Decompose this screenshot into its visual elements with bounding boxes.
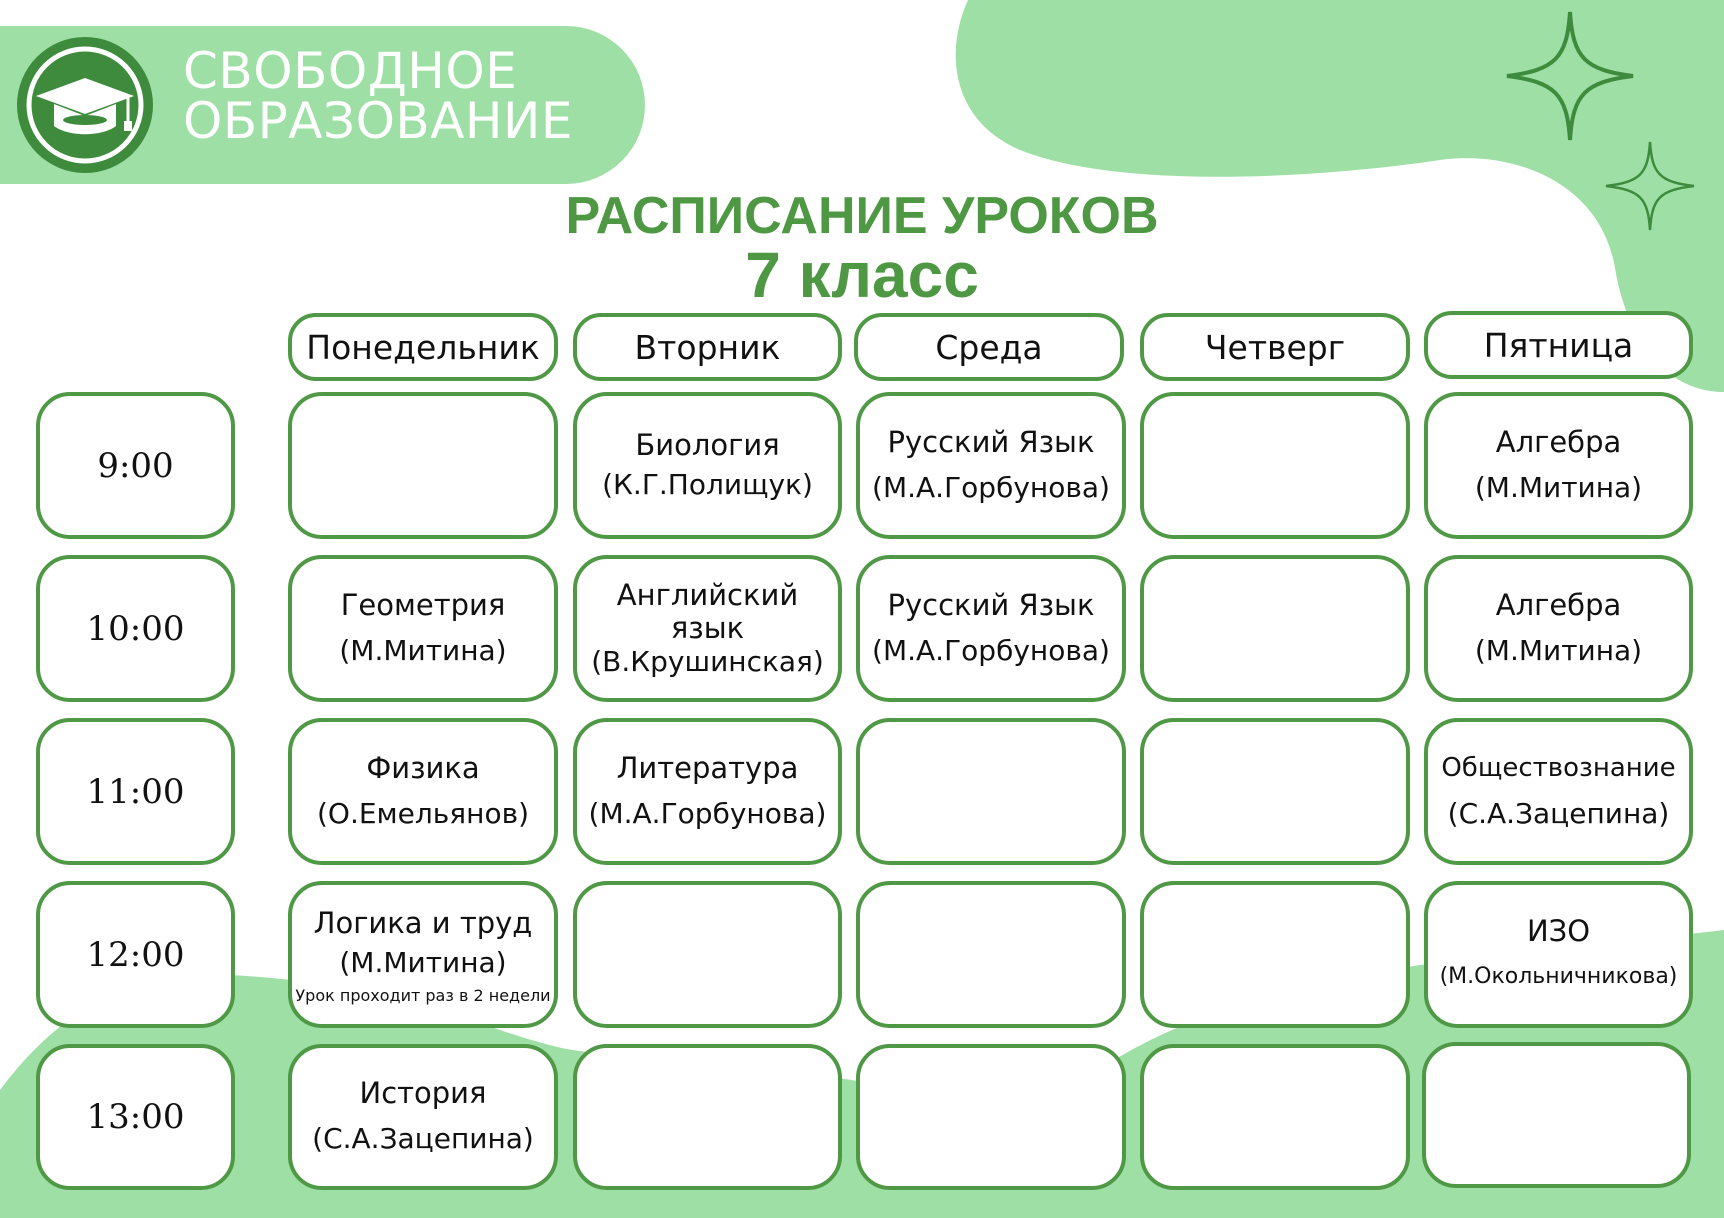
time-label: 10:00 — [86, 608, 185, 649]
time-label: 9:00 — [97, 445, 174, 486]
brand-name — [183, 42, 574, 150]
time-label: 13:00 — [86, 1097, 185, 1137]
time-slot-1000 — [36, 555, 235, 702]
lesson-subject: Логика и труд — [313, 905, 533, 940]
lesson-teacher: (М.А.Горбунова) — [872, 470, 1110, 504]
lesson-note: Урок проходит раз в 2 недели — [295, 985, 551, 1005]
lesson-cell-mon-1000 — [288, 555, 558, 702]
lesson-subject: Английский язык — [616, 577, 799, 645]
lesson-cell-mon-1300 — [288, 1044, 558, 1190]
day-label: Понедельник — [306, 327, 540, 367]
lesson-subject: История — [359, 1076, 487, 1110]
day-header-friday — [1424, 311, 1693, 379]
brand-name-line2: ОБРАЗОВАНИЕ — [183, 92, 574, 150]
lesson-cell-thu-0900 — [1140, 392, 1410, 539]
brand-banner — [0, 26, 645, 184]
lesson-teacher: (К.Г.Полищук) — [602, 467, 813, 501]
time-slot-1300 — [36, 1044, 235, 1190]
lesson-cell-fri-0900 — [1424, 392, 1693, 539]
lesson-cell-thu-1300 — [1140, 1044, 1410, 1190]
day-label: Четверг — [1204, 327, 1346, 367]
lesson-cell-tue-1200 — [573, 881, 842, 1028]
lesson-subject: Литература — [616, 750, 799, 785]
lesson-subject: Русский Язык — [887, 587, 1095, 622]
page-title: РАСПИСАНИЕ УРОКОВ — [565, 187, 1159, 245]
lesson-cell-wed-1100 — [856, 718, 1126, 865]
time-label: 12:00 — [86, 934, 185, 975]
lesson-subject: Биология — [635, 427, 780, 462]
lesson-cell-tue-1300 — [573, 1044, 842, 1190]
lesson-cell-tue-1100 — [573, 718, 842, 865]
lesson-subject: ИЗО — [1526, 913, 1591, 948]
lesson-teacher: (М.А.Горбунова) — [588, 796, 827, 830]
lesson-cell-fri-1300 — [1422, 1042, 1691, 1188]
lesson-teacher: (О.Емельянов) — [316, 796, 529, 830]
day-label: Пятница — [1483, 325, 1634, 365]
lesson-cell-mon-1100 — [288, 718, 558, 865]
lesson-cell-mon-0900 — [288, 392, 558, 539]
lesson-teacher: (М.Митина) — [339, 633, 507, 667]
lesson-cell-wed-1000 — [856, 555, 1126, 702]
graduation-cap-icon — [16, 36, 154, 174]
brand-name-line1: СВОБОДНОЕ — [183, 42, 518, 100]
day-header-thursday — [1140, 313, 1410, 381]
lesson-cell-wed-1200 — [856, 881, 1126, 1028]
lesson-subject: Алгебра — [1495, 424, 1622, 459]
time-label: 11:00 — [86, 771, 185, 812]
lesson-cell-fri-1200 — [1424, 881, 1693, 1028]
lesson-teacher: (М.Окольничникова) — [1439, 963, 1678, 989]
day-header-wednesday — [854, 313, 1124, 381]
lesson-cell-tue-1000 — [573, 555, 842, 702]
lesson-subject: Русский Язык — [887, 424, 1095, 459]
lesson-cell-tue-0900 — [573, 392, 842, 539]
time-slot-1100 — [36, 718, 235, 865]
lesson-teacher: (М.Митина) — [1474, 633, 1643, 667]
lesson-subject: Алгебра — [1495, 587, 1622, 622]
lesson-cell-thu-1200 — [1140, 881, 1410, 1028]
lesson-teacher: (М.Митина) — [339, 945, 507, 979]
day-header-tuesday — [573, 313, 842, 381]
time-slot-1200 — [36, 881, 235, 1028]
lesson-cell-thu-1000 — [1140, 555, 1410, 702]
lesson-teacher: (С.А.Зацепина) — [1447, 796, 1670, 830]
lesson-subject: Обществознание — [1441, 752, 1676, 783]
lesson-cell-mon-1200 — [288, 881, 558, 1028]
lesson-teacher: (М.А.Горбунова) — [872, 633, 1110, 667]
day-header-monday — [288, 313, 558, 381]
lesson-cell-wed-1300 — [856, 1044, 1126, 1190]
lesson-teacher: (М.Митина) — [1474, 470, 1643, 504]
day-label: Вторник — [634, 327, 781, 367]
lesson-subject: Физика — [366, 750, 480, 785]
lesson-cell-fri-1100 — [1424, 718, 1693, 865]
lesson-cell-thu-1100 — [1140, 718, 1410, 865]
day-label: Среда — [935, 327, 1043, 367]
lesson-subject: Геометрия — [340, 587, 506, 622]
lesson-teacher: (С.А.Зацепина) — [312, 1122, 534, 1155]
page-subtitle: 7 класс — [745, 239, 979, 311]
lesson-teacher: (В.Крушинская) — [591, 644, 824, 678]
sparkle-icon — [1505, 10, 1635, 142]
lesson-cell-fri-1000 — [1424, 555, 1693, 702]
time-slot-0900 — [36, 392, 235, 539]
lesson-cell-wed-0900 — [856, 392, 1126, 539]
